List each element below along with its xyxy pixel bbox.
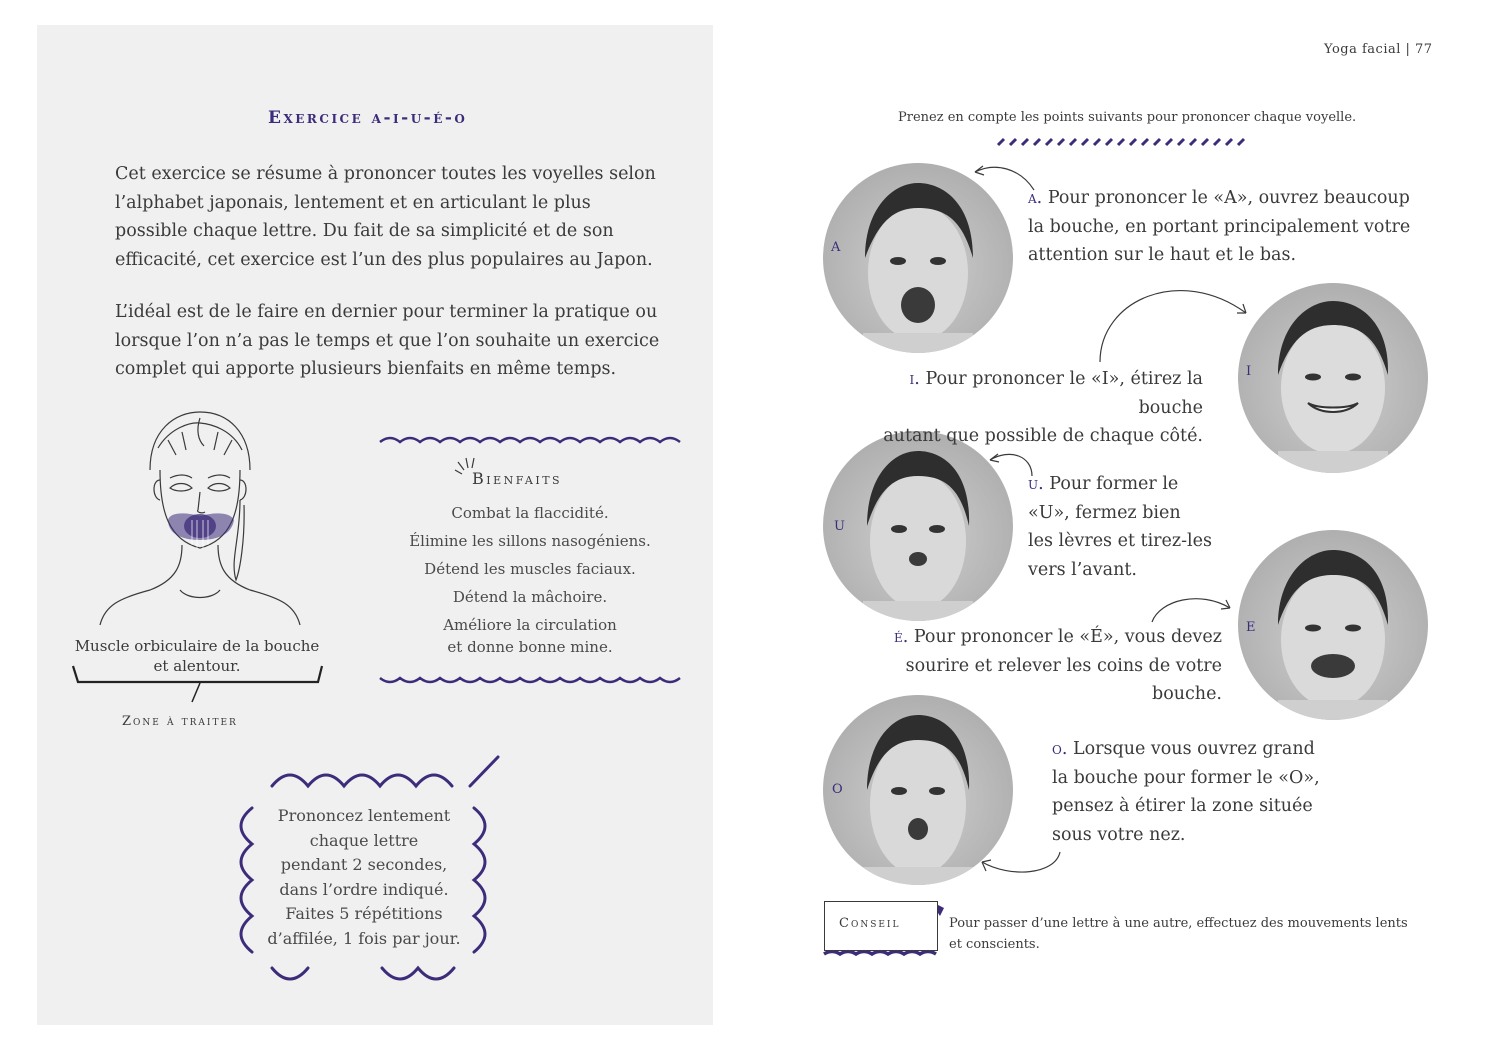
vowel-lead: i. <box>909 369 920 389</box>
intro-paragraph: Cet exercice se résume à prononcer toutes les voyelles selon l’alphabet japonais, lentement et en articulant le plus possible chaque lettre. Du fait de sa simplicité et de son efficacité, cet exercice est l’un des plus populaires au Japon. <box>115 164 656 270</box>
exercise-title: Exercice a-i-u-é-o <box>268 108 468 128</box>
vowel-line: Pour former le <box>1049 474 1179 494</box>
tip-line: chaque lettre <box>309 830 419 850</box>
benefit-item: Détend la mâchoire. <box>452 588 608 606</box>
conseil-text <box>949 913 1419 955</box>
conseil-line: et conscients. <box>949 937 1040 952</box>
vowel-line: Pour prononcer le «É», vous devez <box>913 627 1222 647</box>
usage-paragraph: L’idéal est de le faire en dernier pour terminer la pratique ou lorsque l’on n’a pas le temps et que l’on souhaite un exercice complet qui apporte plusieurs bienfaits en même temps. <box>115 302 660 379</box>
vowel-letter-e: E <box>1246 620 1256 635</box>
vowel-line: attention sur le haut et le bas. <box>1028 245 1297 265</box>
vowel-line: sous votre nez. <box>1052 824 1186 845</box>
tip-line: d’affilée, 1 fois par jour. <box>267 928 461 948</box>
benefit-item: Élimine les sillons nasogéniens. <box>409 532 651 550</box>
illustration-caption: Muscle orbiculaire de la bouche et alentour. <box>74 637 320 675</box>
conseil-line: Pour passer d’une lettre à une autre, effectuez des mouvements lents <box>949 916 1408 931</box>
vowel-line: sourire et relever les coins de votre bouche. <box>905 655 1222 704</box>
vowel-line: la bouche pour former le «O», <box>1052 767 1320 788</box>
vowel-line: la bouche, en portant principalement votre <box>1028 216 1411 237</box>
vowel-line: pensez à étirer la zone située <box>1052 796 1313 816</box>
vowel-line: Pour prononcer le «A», ouvrez beaucoup <box>1047 188 1410 208</box>
tip-line: pendant 2 secondes, <box>280 855 448 874</box>
vowel-lead: u. <box>1028 474 1044 494</box>
vowel-letter-u: U <box>834 519 845 534</box>
vowels-intro: Prenez en compte les points suivants pour prononcer chaque voyelle. <box>898 110 1357 125</box>
benefit-item: Détend les muscles faciaux. <box>424 560 636 578</box>
vowel-line: Pour prononcer le «I», étirez la bouche <box>925 369 1203 418</box>
vowel-line: Lorsque vous ouvrez grand <box>1072 739 1315 759</box>
benefit-item: et donne bonne mine. <box>447 638 613 656</box>
conseil-label: Conseil <box>839 916 901 931</box>
vowel-lead: a. <box>1028 188 1043 208</box>
tip-line: Faites 5 répétitions <box>285 904 443 923</box>
running-header: Yoga facial | 77 <box>1324 42 1433 57</box>
benefit-item: Améliore la circulation <box>443 616 617 634</box>
vowel-lead: o. <box>1052 739 1068 759</box>
vowel-line: «U», fermez bien <box>1028 502 1181 523</box>
vowel-line: vers l’avant. <box>1028 559 1137 580</box>
tip-line: dans l’ordre indiqué. <box>279 879 449 899</box>
vowel-line: les lèvres et tirez-les <box>1028 531 1212 551</box>
benefit-item: Combat la flaccidité. <box>451 504 609 522</box>
vowel-line: autant que possible de chaque côté. <box>883 426 1203 446</box>
tip-line: Prononcez lentement <box>277 806 451 825</box>
vowel-letter-o: O <box>832 782 843 797</box>
vowel-lead: é. <box>893 627 909 647</box>
vowel-letter-a: A <box>831 240 841 255</box>
zone-label: Zone à traiter <box>122 714 238 729</box>
benefits-title: Bienfaits <box>472 469 563 488</box>
vowel-letter-i: I <box>1246 364 1252 379</box>
